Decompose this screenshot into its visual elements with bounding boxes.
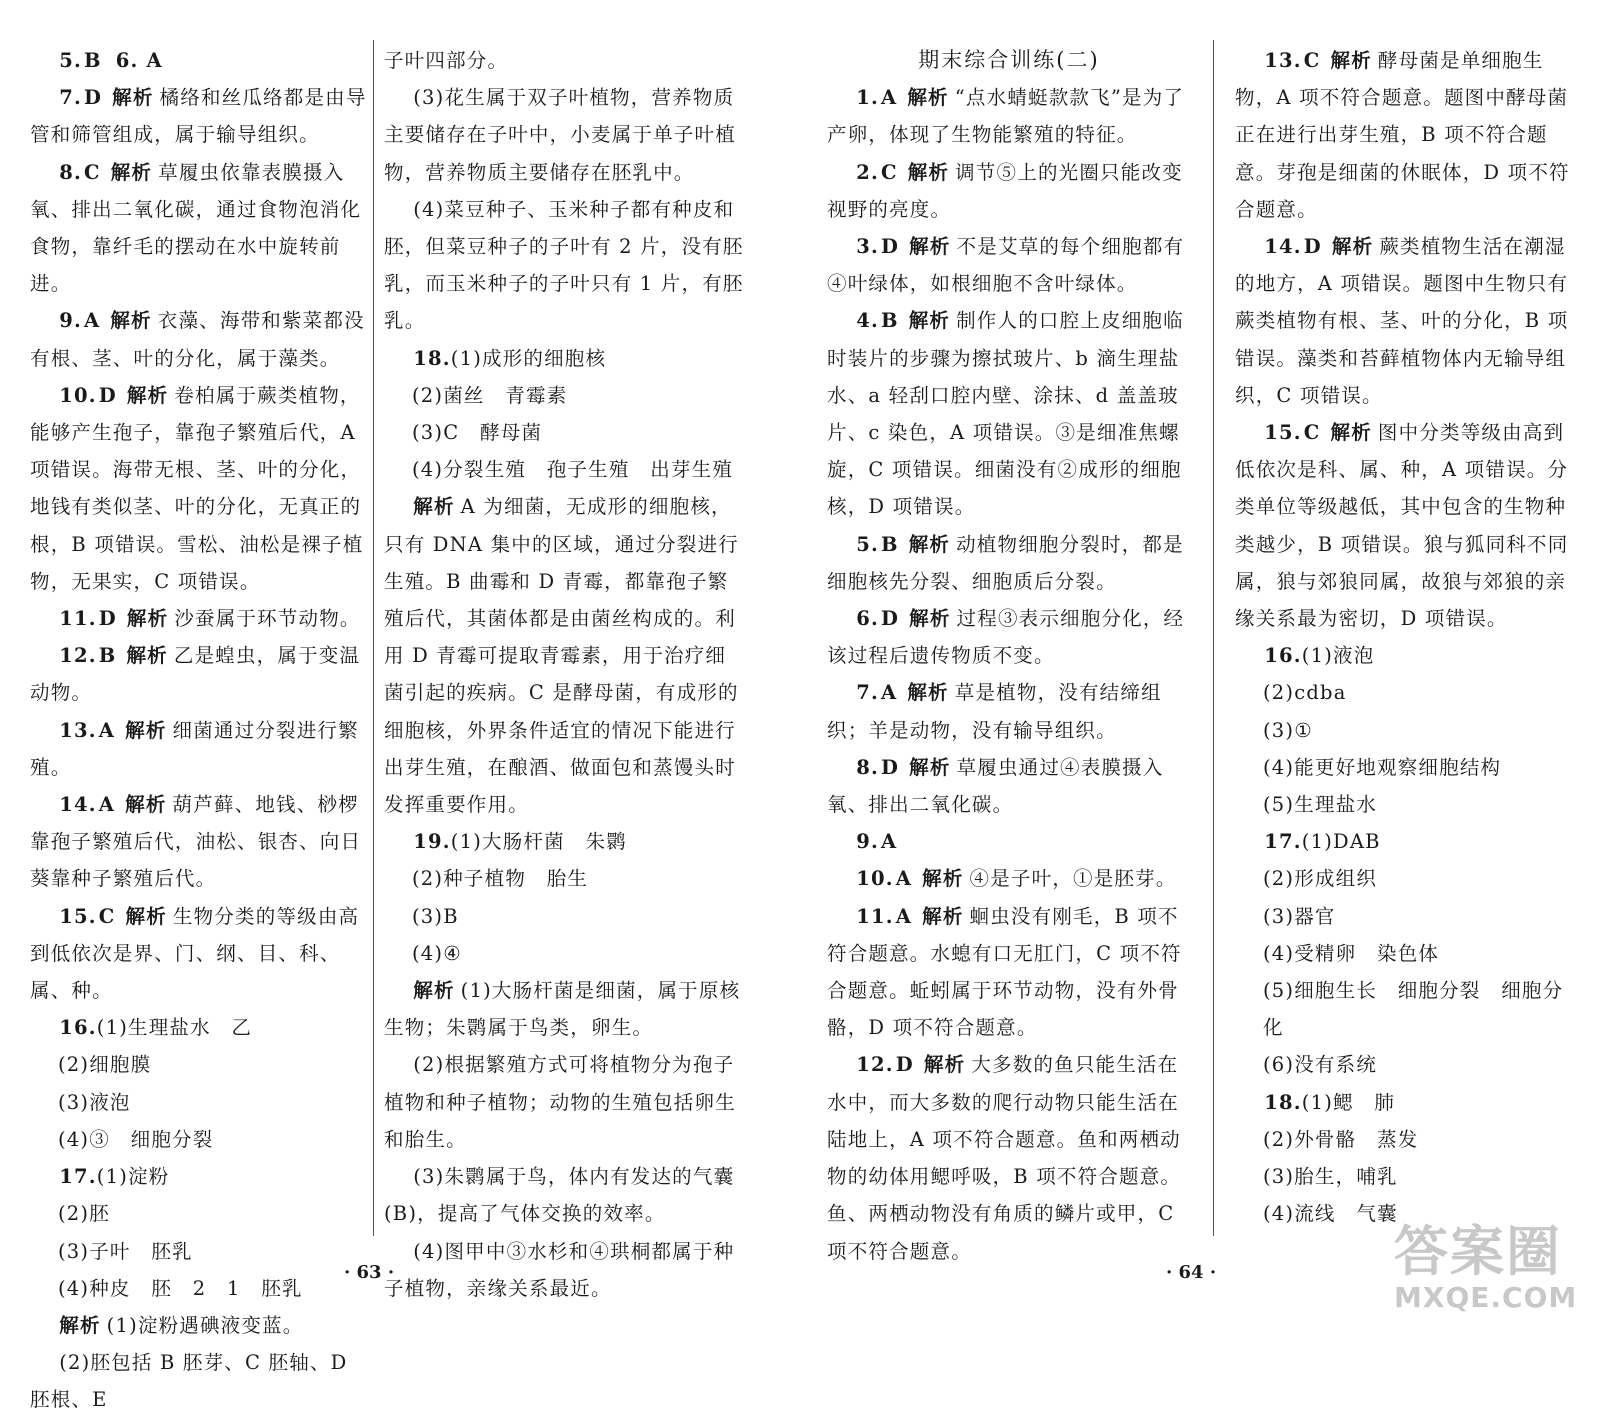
answer-item [30,79,368,153]
analysis-text: 衣藻、海带和紫菜都没有根、茎、叶的分化，属于藻类。 [30,309,365,370]
sub-answer: (1)成形的细胞核 [450,346,607,370]
section-title: 期末综合训练(二) [918,48,1100,72]
answer-item [1235,823,1577,860]
answer-item [1235,228,1577,414]
question-number: 18. [1264,1090,1302,1114]
answer-choice: A [881,86,898,110]
sub-answer-line: (4)能更好地观察细胞结构 [1263,755,1502,779]
sub-answer-line: (2)细胞膜 [58,1053,152,1077]
answer-choice: A [895,904,913,928]
answer-item [827,674,1191,748]
answer-item [30,1158,368,1195]
answer-choice: A [881,830,898,854]
question-number: 13. [59,718,97,742]
analysis-text: ④是子叶，①是胚芽。 [969,867,1177,891]
analysis-label: 解析 [922,904,964,928]
sub-answer-line: (3)液泡 [58,1090,131,1114]
analysis-label: 解析 [112,86,154,110]
analysis-label: 解析 [923,1053,966,1077]
analysis-text: 草履虫依靠表膜摄入氧、排出二氧化碳，通过食物泡消化食物，靠纤毛的摆动在水中旋转前进。 [30,160,362,296]
analysis-text: 酵母菌是单细胞生物，A 项不符合题意。题图中酵母菌正在进行出芽生殖，B 项不符合题意。芽孢是细菌的休眠体，D 项不符合题意。 [1235,49,1570,221]
answer-item [30,712,368,786]
question-number: 7. [59,86,83,110]
answer-item [384,823,746,860]
page-number-right: · 64 · [1166,1262,1217,1283]
analysis-text: 细菌通过分裂进行繁殖。 [30,718,359,779]
question-number: 13. [1264,49,1302,72]
question-number: 6. [856,607,880,631]
analysis-text: 过程③表示细胞分化，经该过程后遗传物质不变。 [827,607,1185,668]
answer-item [30,600,368,637]
answer-choice: D [881,755,900,779]
question-number: 17. [59,1165,97,1189]
analysis-text: A 为细菌，无成形的细胞核，只有 DNA 集中的区域，通过分裂进行生殖。B 曲霉和 D 青霉，都靠孢子繁殖后代，其菌体都是由菌丝构成的。利用 D 青霉可提取青霉素，用于治疗细菌引起的疾病。C 是酵母菌，有成形的细胞核，外界条件适宜的情况下能进行出芽生殖，在酿酒、做面包和蒸馒头时发挥重要作用。 [384,495,739,817]
left-page-column-2 [384,42,746,1307]
question-number: 17. [1264,830,1302,854]
analysis-text: 蛔虫没有刚毛，B 项不符合题意。水螅有口无肛门，C 项不符合题意。蚯蚓属于环节动物，没有外骨骼，D 项不符合题意。 [827,904,1182,1040]
answer-item [827,823,1191,860]
analysis-label: 解析 [110,309,152,333]
left-page-column-1 [30,42,368,1419]
sub-answer: (1)鳃 肺 [1301,1090,1396,1114]
analysis-label: 解析 [126,607,169,631]
sub-answer-line: (4)受精卵 染色体 [1263,941,1440,965]
sub-answer-line: (3)① [1263,718,1313,742]
analysis-text: “点水蜻蜓款款飞”是为了产卵，体现了生物能繁殖的特征。 [827,86,1185,147]
answer-choice: A [895,867,913,891]
analysis-paragraph [384,488,746,823]
answer-choice: A [98,793,116,817]
sub-answer-line: (4)④ [412,941,462,965]
question-number: 19. [413,830,451,854]
question-number: 14. [1264,235,1302,259]
sub-answer: (1)淀粉 [96,1165,170,1189]
text-paragraph: (2)根据繁殖方式可将植物分为孢子植物和种子植物；动物的生殖包括卵生和胎生。 [384,1053,736,1151]
sub-answer-line: (2)种子植物 胎生 [412,867,589,891]
analysis-label: 解析 [125,904,167,928]
analysis-label: 解析 [909,607,951,631]
analysis-text: 生物分类的等级由高到低依次是界、门、纲、目、科、属、种。 [30,904,360,1003]
analysis-label: 解析 [907,681,949,705]
answer-item [384,340,746,377]
sub-answer-line: (2)外骨骼 蒸发 [1263,1127,1419,1151]
answer-choice: D [881,235,900,259]
analysis-label: 解析 [909,235,951,259]
question-number: 14. [59,793,97,817]
question-number: 10. [59,383,97,407]
question-number: 5. [59,49,83,72]
sub-answer-line: (2)形成组织 [1263,867,1378,891]
page-number-left: · 63 · [344,1262,395,1283]
answer-choice: D [98,383,117,407]
analysis-text: 大多数的鱼只能生活在水中，而大多数的爬行动物只能生活在陆地上，A 项不符合题意。鱼和两栖动物的幼体用鳃呼吸，B 项不符合题意。鱼、两栖动物没有角质的鳞片或甲，C 项不符合题意。 [827,1053,1182,1263]
question-number: 1. [856,86,880,110]
question-number: 16. [59,1016,97,1040]
answer-extra: 6. A [115,49,163,72]
answer-item [827,526,1191,600]
sub-answer-line: (3)器官 [1263,904,1336,928]
question-number: 4. [856,309,880,333]
column-divider-right [1213,40,1214,1236]
answer-item [1235,42,1577,228]
answer-item [827,79,1191,153]
analysis-label: 解析 [922,867,964,891]
answer-choice: B [98,644,117,668]
question-number: 10. [856,867,894,891]
analysis-text: 沙蚕属于环节动物。 [174,607,361,631]
sub-answer: (1)大肠杆菌 朱鹮 [450,830,627,854]
question-number: 12. [59,644,97,668]
answer-choice: C [1303,421,1321,445]
analysis-label: 解析 [1330,421,1372,445]
sub-answer-line: (4)种皮 胚 2 1 胚乳 [58,1276,303,1300]
sub-answer-line: (5)细胞生长 细胞分裂 细胞分化 [1263,979,1564,1040]
answer-item [827,302,1191,525]
analysis-text: 葫芦藓、地钱、桫椤靠孢子繁殖后代，油松、银杏、向日葵靠种子繁殖后代。 [30,793,362,891]
answer-choice: D [881,607,900,631]
analysis-text: 草履虫通过④表膜摄入氧、排出二氧化碳。 [827,755,1164,817]
sub-answer: (1)生理盐水 乙 [96,1016,253,1040]
question-number: 16. [1264,644,1302,668]
analysis-label: 解析 [126,644,168,668]
question-number: 5. [856,532,880,556]
right-page-column-2 [1235,42,1577,1233]
sub-answer-line: (6)没有系统 [1263,1053,1378,1077]
sub-answer-line: (3)子叶 胚乳 [58,1239,193,1263]
sub-answer-line: (4)分裂生殖 孢子生殖 出芽生殖 [412,458,734,482]
analysis-text: 蕨类植物生活在潮湿的地方，A 项错误。题图中生物只有蕨类植物有根、茎、叶的分化，B 项错误。藻类和苔藓植物体内无输导组织，C 项错误。 [1235,235,1569,407]
analysis-label: 解析 [110,160,153,184]
answer-item [1235,637,1577,674]
sub-answer-line: (3)B [412,904,459,928]
answer-choice: D [1303,235,1322,259]
answer-choice: C [881,160,898,184]
question-number: 11. [856,904,894,928]
answer-choice: C [98,904,116,928]
answer-choice: B [84,49,102,72]
analysis-label: 解析 [1331,235,1374,259]
answer-item [1235,414,1577,637]
answer-choice: C [1303,49,1321,72]
analysis-text: 不是艾草的每个细胞都有④叶绿体，如根细胞不含叶绿体。 [827,235,1185,296]
text-line: 子叶四部分。 [384,49,509,72]
question-number: 15. [1264,421,1302,445]
analysis-label: 解析 [125,793,167,817]
answer-choice: C [84,160,101,184]
analysis-paragraph [30,1307,368,1344]
answer-choice: A [881,681,898,705]
analysis-text: 草是植物，没有结缔组织；羊是动物，没有输导组织。 [827,681,1162,742]
analysis-text: (1)淀粉遇碘液变蓝。 [106,1313,304,1337]
analysis-label: 解析 [59,1313,101,1337]
sub-answer-line: (2)胚 [58,1202,110,1226]
question-number: 18. [413,346,451,370]
analysis-label: 解析 [1330,49,1372,72]
watermark-logo-text: 答案圈 [1394,1220,1562,1283]
answer-choice: B [881,309,899,333]
analysis-label: 解析 [126,383,169,407]
question-number: 9. [856,830,880,854]
question-number: 8. [856,755,880,779]
question-number: 7. [856,681,880,705]
analysis-text: (1)大肠杆菌是细菌，属于原核生物；朱鹮属于鸟类，卵生。 [384,979,741,1040]
question-number: 15. [59,904,97,928]
question-number: 3. [856,235,880,259]
question-number: 2. [856,160,880,184]
question-number: 12. [856,1053,894,1077]
text-paragraph: (3)朱鹮属于鸟，体内有发达的气囊(B)，提高了气体交换的效率。 [384,1165,735,1226]
answer-item [827,860,1191,897]
analysis-text: 乙是蝗虫，属于变温动物。 [30,644,361,705]
column-divider-left [373,40,374,1236]
answer-item [30,377,368,600]
analysis-label: 解析 [413,979,455,1003]
sub-answer-line: (2)菌丝 青霉素 [412,383,568,407]
answer-item [30,154,368,303]
text-paragraph: (2)胚包括 B 胚芽、C 胚轴、D 胚根、E [30,1351,348,1412]
sub-answer-line: (3)胎生，哺乳 [1263,1165,1398,1189]
analysis-label: 解析 [413,495,455,519]
answer-choice: D [98,607,117,631]
analysis-paragraph [384,972,746,1046]
analysis-label: 解析 [125,718,167,742]
answer-choice: D [895,1053,914,1077]
answer-item [30,42,368,79]
question-number: 8. [59,160,83,184]
analysis-label: 解析 [909,755,951,779]
analysis-text: 橘络和丝瓜络都是由导管和筛管组成，属于输导组织。 [30,86,367,147]
answer-choice: D [84,86,103,110]
answer-item [30,1009,368,1046]
sub-answer: (1)液泡 [1301,644,1375,668]
analysis-text: 动植物细胞分裂时，都是细胞核先分裂、细胞质后分裂。 [827,532,1184,593]
answer-item [827,228,1191,302]
watermark-logo [1394,1222,1590,1320]
sub-answer-line: (2)cdba [1263,681,1347,705]
answer-item [827,600,1191,674]
sub-answer-line: (4)③ 细胞分裂 [58,1127,214,1151]
answer-item [827,898,1191,1047]
answer-item [30,637,368,711]
text-paragraph: (3)花生属于双子叶植物，营养物质主要储存在子叶中，小麦属于单子叶植物，营养物质主要储存在胚乳中。 [384,86,736,184]
analysis-label: 解析 [907,160,950,184]
answer-item [30,302,368,376]
sub-answer-line: (3)C 酵母菌 [412,421,543,445]
answer-choice: A [84,309,101,333]
question-number: 11. [59,607,97,631]
text-paragraph: (4)图甲中③水杉和④珙桐都属于种子植物，亲缘关系最近。 [384,1239,735,1300]
answer-item [1235,1084,1577,1121]
sub-answer-line: (4)流线 气囊 [1263,1202,1398,1226]
watermark-domain: MXQE.COM [1394,1281,1578,1314]
analysis-label: 解析 [908,309,951,333]
answer-item [827,154,1191,228]
analysis-text: 图中分类等级由高到低依次是科、属、种，A 项错误。分类单位等级越低，其中包含的生物种类越少，B 项错误。狼与狐同科不同属，狼与郊狼同属，故狼与郊狼的亲缘关系最为密切，D 项错误。 [1235,421,1569,631]
sub-answer-line: (5)生理盐水 [1263,793,1378,817]
text-paragraph: (4)菜豆种子、玉米种子都有种皮和胚，但菜豆种子的子叶有 2 片，没有胚乳，而玉米种子的子叶只有 1 片，有胚乳。 [384,197,744,333]
answer-choice: A [98,718,116,742]
answer-choice: B [881,532,899,556]
question-number: 9. [59,309,83,333]
answer-item [827,749,1191,823]
answer-item [827,1046,1191,1269]
analysis-label: 解析 [907,86,949,110]
analysis-text: 制作人的口腔上皮细胞临时装片的步骤为擦拭玻片、b 滴生理盐水、a 轻刮口腔内壁、涂抹、d 盖盖玻片、c 染色，A 项错误。③是细准焦螺旋，C 项错误。细菌没有②成形的细胞核，D 项错误。 [827,309,1184,519]
right-page-column-1 [827,42,1191,1270]
analysis-text: 卷柏属于蕨类植物，能够产生孢子，靠孢子繁殖后代，A 项错误。海带无根、茎、叶的分化，地钱有类似茎、叶的分化，无真正的根，B 项错误。雪松、油松是裸子植物，无果实，C 项错误。 [30,383,364,593]
sub-answer: (1)DAB [1301,830,1381,854]
analysis-text: 调节⑤上的光圈只能改变视野的亮度。 [827,160,1183,221]
analysis-label: 解析 [908,532,951,556]
answer-item [30,898,368,1010]
answer-item [30,786,368,898]
